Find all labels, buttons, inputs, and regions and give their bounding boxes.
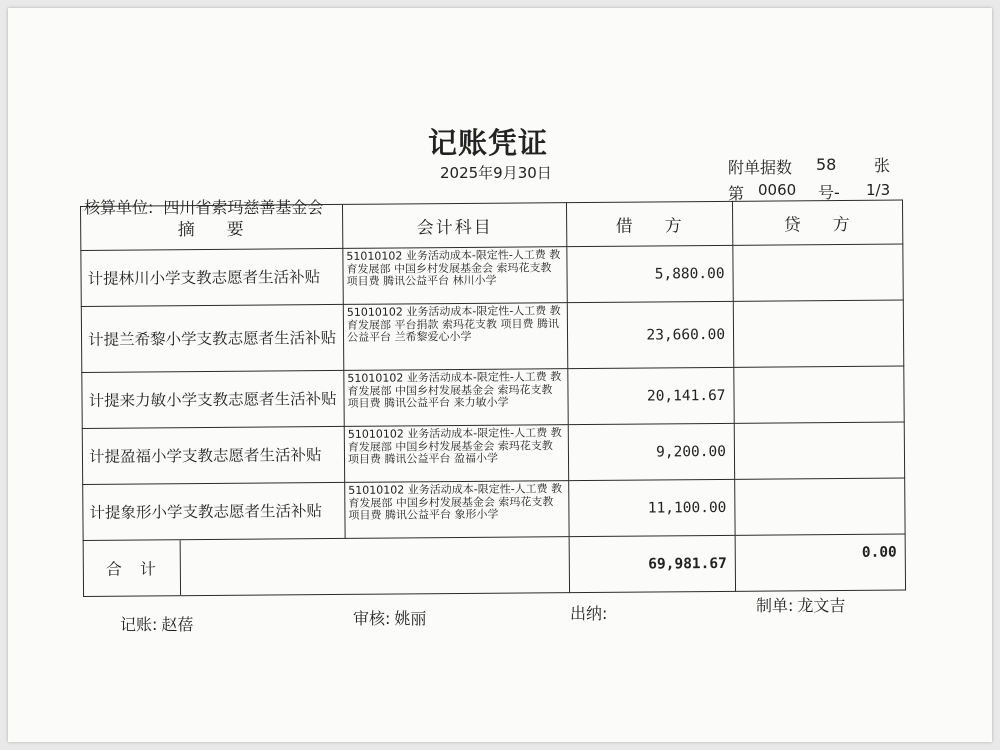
bookkeeper-name: 赵蓓 — [161, 615, 194, 634]
voucher-date: 2025年9月30日 — [440, 164, 552, 182]
row-account: 51010102 业务活动成本-限定性-人工费 教育发展部 中国乡村发展基金会 索玛花支教 项目费 腾讯公益平台 来力敏小学 — [344, 369, 568, 427]
row-account: 51010102 业务活动成本-限定性-人工费 教育发展部 平台捐款 索玛花支教 项目费 腾讯公益平台 兰希黎爱心小学 — [343, 303, 568, 371]
total-label-cell — [83, 537, 569, 597]
row-summary: 计提来力敏小学支教志愿者生活补贴 — [82, 370, 344, 428]
voucher-no: 0060 — [758, 181, 797, 199]
total-row — [83, 534, 905, 596]
table-row — [82, 366, 904, 428]
row-account: 51010102 业务活动成本-限定性-人工费 教育发展部 中国乡村发展基金会 索玛花支教 项目费 腾讯公益平台 象形小学 — [345, 481, 569, 539]
row-summary: 计提林川小学支教志愿者生活补贴 — [81, 248, 343, 306]
cashier-signature — [570, 601, 611, 624]
row-debit: 23,660.00 — [567, 301, 734, 368]
voucher-page — [8, 8, 992, 742]
summary-column-header: 摘 要 — [81, 204, 343, 250]
voucher-no-suffix: 号- — [818, 183, 840, 202]
total-debit: 69,981.67 — [569, 535, 735, 592]
attachments-label: 附单据数 — [728, 158, 793, 177]
account-column-header: 会计科目 — [342, 203, 566, 249]
preparer-signature — [756, 593, 845, 616]
total-credit: 0.00 — [735, 534, 905, 591]
voucher-page-number: 1/3 — [866, 181, 891, 199]
table-header-row — [81, 200, 903, 250]
row-debit: 20,141.67 — [568, 367, 734, 424]
row-debit: 11,100.00 — [569, 479, 735, 536]
row-account: 51010102 业务活动成本-限定性-人工费 教育发展部 中国乡村发展基金会 索玛花支教 项目费 腾讯公益平台 盈福小学 — [344, 425, 568, 483]
row-summary: 计提盈福小学支教志愿者生活补贴 — [82, 426, 344, 484]
preparer-name: 龙文吉 — [797, 596, 846, 615]
voucher-no-label: 第 — [728, 184, 745, 203]
reviewer-name: 姚丽 — [394, 609, 427, 628]
row-debit: 5,880.00 — [567, 245, 733, 302]
row-debit: 9,200.00 — [568, 423, 734, 480]
preparer-label: 制单: — [756, 596, 794, 615]
row-summary: 计提象形小学支教志愿者生活补贴 — [83, 482, 345, 540]
reviewer-signature — [353, 606, 426, 629]
row-credit — [734, 422, 904, 479]
credit-column-header: 贷 方 — [732, 200, 902, 245]
attachments-count: 58 — [816, 155, 837, 174]
row-credit — [733, 300, 904, 367]
table-row — [81, 300, 903, 372]
row-credit — [733, 244, 903, 301]
accounting-unit-value: 四川省索玛慈善基金会 — [163, 198, 324, 217]
table-row — [81, 244, 903, 306]
total-blank — [181, 537, 569, 595]
attachments-unit: 张 — [874, 156, 891, 175]
table-row — [82, 422, 904, 484]
row-credit — [735, 478, 905, 535]
row-credit — [734, 366, 904, 423]
cashier-label: 出纳: — [570, 604, 608, 623]
bookkeeper-label: 记账: — [120, 615, 158, 634]
voucher-table — [80, 200, 906, 597]
reviewer-label: 审核: — [353, 609, 391, 628]
table-row — [83, 478, 905, 540]
accounting-unit-label: 核算单位: — [84, 198, 154, 217]
row-summary: 计提兰希黎小学支教志愿者生活补贴 — [81, 304, 344, 372]
debit-column-header: 借 方 — [566, 201, 732, 246]
row-account: 51010102 业务活动成本-限定性-人工费 教育发展部 中国乡村发展基金会 索玛花支教 项目费 腾讯公益平台 林川小学 — [343, 247, 567, 305]
bookkeeper-signature — [120, 612, 193, 635]
voucher-title: 记账凭证 — [428, 126, 549, 160]
total-label: 合 计 — [84, 540, 181, 596]
